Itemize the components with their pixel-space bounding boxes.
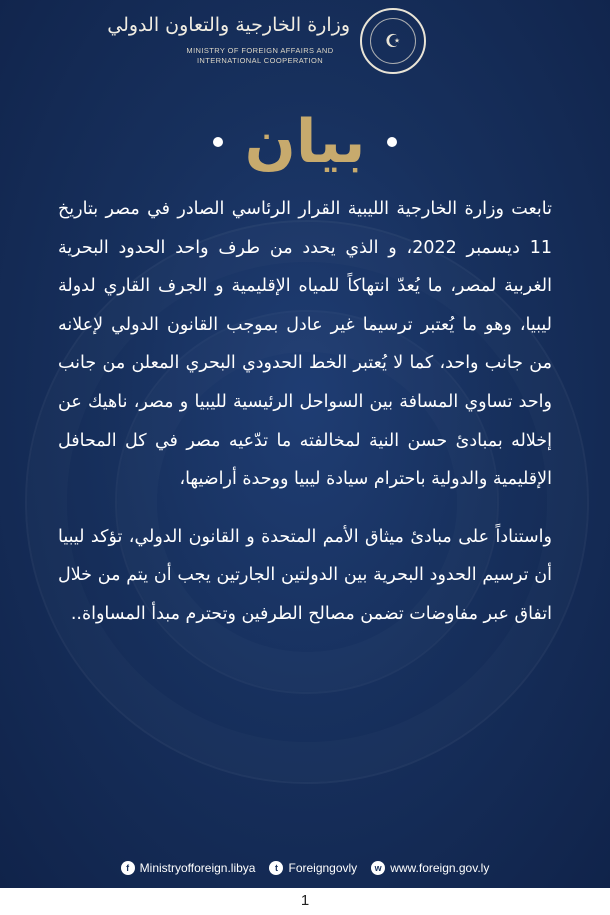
globe-icon: w [371,861,385,875]
title-dot-left [213,137,223,147]
footer [0,858,610,878]
page-number: 1 [300,892,310,909]
crescent-star-icon: ☪ [370,18,416,64]
twitter-icon: t [269,861,283,875]
ministry-name-english-line1: MINISTRY OF FOREIGN AFFAIRS AND [186,46,334,55]
ministry-name-english [170,46,350,66]
facebook-handle: Ministryofforeign.libya [139,861,256,875]
page-title: بيان [244,107,366,177]
website-link[interactable] [371,861,489,875]
statement-paragraph-1: تابعت وزارة الخارجية الليبية القرار الرئاسي الصادر في مصر بتاريخ 11 ديسمبر 2022، و الذي يحدد من طرف واحد الحدود البحرية الغربية لمصر، ما يُعدّ انتهاكاً للمياه الإقليمية و الجرف القاري لدولة ليبيا، وهو ما يُعتبر ترسيما غير عادل بموجب القانون الدولي لإعلانه من جانب واحد، كما لا يُعتبر الخط الحدودي البحري المعلن من جانب واحد تساوي المسافة بين السواحل الرئيسية لليبيا و مصر، ناهيك عن إخلاله بمبادئ حسن النية لمخالفته ما تدّعيه مصر في كل المحافل الإقليمية والدولية باحترام سيادة ليبيا ووحدة أراضيها، [58,199,552,490]
facebook-link[interactable] [121,861,256,875]
title-dot-right [387,137,397,147]
statement-body [58,190,552,634]
twitter-link[interactable] [269,861,357,875]
website-url: www.foreign.gov.ly [390,861,490,875]
ministry-emblem-icon [360,8,426,74]
twitter-handle: Foreigngovly [288,861,358,875]
statement-paragraph-2: واستناداً على مبادئ ميثاق الأمم المتحدة و القانون الدولي، تؤكد ليبيا أن ترسيم الحدود البحرية بين الدولتين الجارتين يجب أن يتم من خلال اتفاق عبر مفاوضات تضمن مصالح الطرفين وتحترم مبدأ المساواة.. [58,526,552,624]
title-row [0,102,610,182]
facebook-icon: f [121,861,135,875]
ministry-name-english-line2: INTERNATIONAL COOPERATION [196,56,324,65]
header [0,0,610,80]
ministry-name-arabic: وزارة الخارجية والتعاون الدولي [107,14,350,36]
